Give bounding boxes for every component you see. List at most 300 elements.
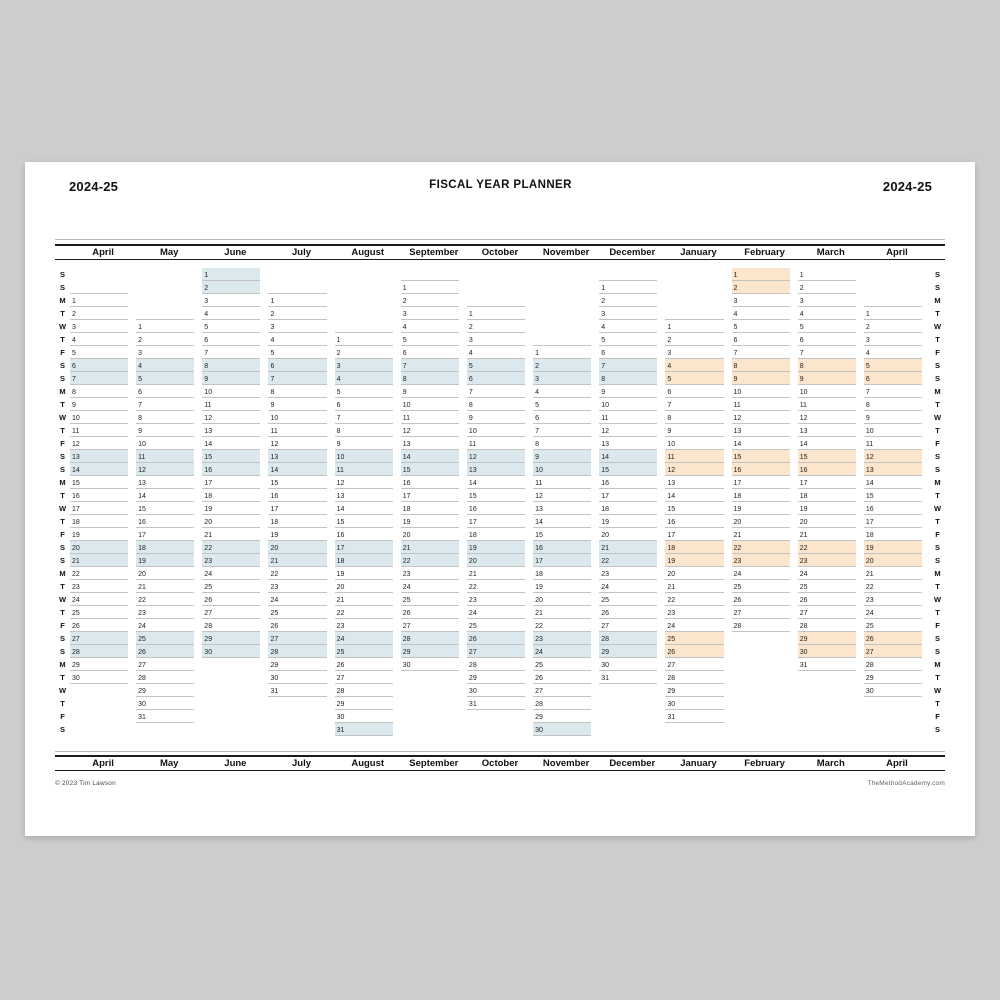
- date-cell: [268, 671, 326, 684]
- date-number: 17: [601, 493, 610, 500]
- date-number: 5: [204, 324, 209, 331]
- date-cell: [864, 502, 922, 515]
- date-cell: [732, 398, 790, 411]
- date-cell: [401, 489, 459, 502]
- date-number: 30: [535, 727, 543, 734]
- date-number: 30: [799, 649, 808, 656]
- empty-cell: [864, 723, 922, 736]
- date-cell: [70, 515, 128, 528]
- date-number: 6: [138, 389, 143, 396]
- day-letter-left: S: [59, 283, 65, 292]
- empty-cell: [599, 710, 657, 723]
- date-number: 16: [865, 506, 874, 513]
- date-number: 8: [799, 363, 804, 370]
- date-cell: [533, 658, 591, 671]
- date-cell: [202, 437, 260, 450]
- empty-cell: [467, 268, 525, 281]
- date-number: 15: [138, 506, 146, 513]
- date-cell: [798, 398, 856, 411]
- date-cell: [335, 333, 393, 346]
- date-cell: [70, 385, 128, 398]
- date-number: 25: [402, 597, 411, 604]
- date-number: 27: [799, 610, 808, 617]
- date-cell: [599, 502, 657, 515]
- date-number: 8: [733, 363, 738, 370]
- empty-cell: [732, 697, 790, 710]
- date-number: 11: [535, 480, 543, 487]
- date-cell: [335, 398, 393, 411]
- date-cell: [136, 359, 194, 372]
- month-label-july: July: [292, 247, 312, 258]
- date-number: 6: [402, 350, 407, 357]
- date-cell: [599, 619, 657, 632]
- lead-line-cell: [70, 281, 128, 294]
- date-number: 8: [336, 428, 341, 435]
- date-number: 28: [799, 623, 808, 630]
- date-number: 20: [72, 545, 80, 552]
- day-letter-right: S: [934, 283, 940, 292]
- date-cell: [798, 450, 856, 463]
- date-number: 7: [72, 376, 76, 383]
- date-number: 25: [336, 649, 345, 656]
- date-number: 12: [799, 415, 808, 422]
- date-cell: [665, 385, 723, 398]
- date-number: 23: [138, 610, 146, 617]
- date-number: 12: [402, 428, 411, 435]
- date-number: 31: [799, 662, 808, 669]
- date-number: 21: [865, 571, 874, 578]
- date-cell: [533, 606, 591, 619]
- date-cell: [401, 606, 459, 619]
- date-cell: [533, 437, 591, 450]
- day-letter-right: S: [934, 647, 940, 656]
- date-number: 23: [535, 636, 543, 643]
- date-number: 20: [138, 571, 146, 578]
- date-number: 11: [667, 454, 675, 461]
- empty-cell: [268, 268, 326, 281]
- date-cell: [665, 567, 723, 580]
- empty-cell: [864, 710, 922, 723]
- day-letter-left: M: [59, 569, 66, 578]
- date-number: 9: [733, 376, 738, 383]
- date-number: 20: [535, 597, 543, 604]
- day-letter-left: W: [58, 322, 67, 331]
- date-number: 23: [336, 623, 345, 630]
- date-number: 1: [468, 311, 473, 318]
- date-cell: [268, 554, 326, 567]
- date-cell: [864, 385, 922, 398]
- date-number: 20: [336, 584, 345, 591]
- date-cell: [732, 593, 790, 606]
- date-cell: [599, 593, 657, 606]
- date-cell: [599, 450, 657, 463]
- date-cell: [70, 645, 128, 658]
- day-letter-right: F: [935, 530, 940, 539]
- date-cell: [268, 359, 326, 372]
- date-cell: [864, 632, 922, 645]
- date-cell: [136, 645, 194, 658]
- day-letter-right: T: [935, 491, 940, 500]
- date-cell: [665, 320, 723, 333]
- day-letter-right: W: [933, 595, 942, 604]
- date-cell: [665, 580, 723, 593]
- date-cell: [732, 606, 790, 619]
- empty-cell: [70, 710, 128, 723]
- fiscal-year-right: 2024-25: [882, 179, 932, 194]
- date-cell: [335, 489, 393, 502]
- date-number: 10: [799, 389, 808, 396]
- date-cell: [70, 632, 128, 645]
- date-cell: [401, 320, 459, 333]
- date-cell: [599, 437, 657, 450]
- month-label-may: May: [159, 247, 179, 258]
- date-cell: [202, 398, 260, 411]
- empty-cell: [798, 710, 856, 723]
- date-cell: [401, 294, 459, 307]
- date-number: 31: [667, 714, 676, 721]
- date-number: 20: [733, 519, 742, 526]
- date-number: 23: [72, 584, 80, 591]
- date-number: 31: [270, 688, 279, 695]
- date-cell: [467, 606, 525, 619]
- date-cell: [533, 385, 591, 398]
- date-number: 26: [865, 636, 874, 643]
- day-letter-left: M: [59, 660, 66, 669]
- date-number: 24: [402, 584, 411, 591]
- month-label-august: August: [351, 758, 385, 769]
- empty-cell: [798, 671, 856, 684]
- date-cell: [798, 502, 856, 515]
- date-number: 13: [138, 480, 146, 487]
- empty-cell: [732, 658, 790, 671]
- date-number: 29: [204, 636, 213, 643]
- day-letter-left: M: [59, 478, 66, 487]
- date-number: 27: [204, 610, 213, 617]
- day-letter-left: T: [60, 699, 65, 708]
- date-number: 6: [468, 376, 473, 383]
- date-number: 19: [468, 545, 477, 552]
- date-cell: [335, 567, 393, 580]
- date-number: 3: [468, 337, 473, 344]
- date-cell: [599, 489, 657, 502]
- date-cell: [136, 411, 194, 424]
- date-number: 11: [204, 402, 212, 409]
- date-number: 24: [468, 610, 477, 617]
- date-number: 5: [865, 363, 870, 370]
- month-label-april-2: April: [886, 247, 908, 258]
- date-cell: [864, 437, 922, 450]
- date-cell: [864, 398, 922, 411]
- empty-cell: [335, 294, 393, 307]
- date-cell: [798, 346, 856, 359]
- date-number: 7: [270, 376, 275, 383]
- empty-cell: [533, 281, 591, 294]
- empty-cell: [665, 723, 723, 736]
- lead-line-cell: [665, 307, 723, 320]
- date-cell: [732, 541, 790, 554]
- date-cell: [467, 333, 525, 346]
- date-cell: [599, 411, 657, 424]
- date-cell: [70, 372, 128, 385]
- date-cell: [665, 476, 723, 489]
- date-cell: [136, 333, 194, 346]
- date-cell: [732, 281, 790, 294]
- date-number: 28: [138, 675, 146, 682]
- date-cell: [401, 437, 459, 450]
- date-cell: [533, 424, 591, 437]
- date-number: 26: [204, 597, 213, 604]
- date-number: 14: [468, 480, 477, 487]
- date-number: 30: [336, 714, 345, 721]
- date-number: 13: [601, 441, 610, 448]
- date-cell: [864, 463, 922, 476]
- date-number: 13: [204, 428, 213, 435]
- date-number: 14: [402, 454, 411, 461]
- date-cell: [335, 658, 393, 671]
- date-number: 5: [733, 324, 738, 331]
- date-cell: [798, 489, 856, 502]
- empty-cell: [70, 684, 128, 697]
- date-cell: [70, 528, 128, 541]
- day-letter-right: S: [934, 374, 940, 383]
- date-cell: [202, 281, 260, 294]
- date-cell: [136, 385, 194, 398]
- date-number: 25: [733, 584, 742, 591]
- date-cell: [202, 489, 260, 502]
- date-cell: [202, 619, 260, 632]
- empty-cell: [70, 723, 128, 736]
- date-number: 5: [667, 376, 672, 383]
- date-number: 30: [468, 688, 477, 695]
- day-letter-left: M: [59, 296, 66, 305]
- date-number: 29: [336, 701, 345, 708]
- date-number: 15: [601, 467, 610, 474]
- date-cell: [335, 593, 393, 606]
- top-gray-rule: [55, 239, 945, 240]
- date-cell: [798, 281, 856, 294]
- month-label-january: January: [680, 758, 717, 769]
- date-number: 2: [270, 311, 275, 318]
- date-cell: [401, 411, 459, 424]
- date-number: 4: [270, 337, 275, 344]
- date-cell: [467, 411, 525, 424]
- date-number: 9: [865, 415, 870, 422]
- date-cell: [268, 333, 326, 346]
- date-cell: [467, 515, 525, 528]
- date-cell: [864, 671, 922, 684]
- date-cell: [599, 320, 657, 333]
- date-number: 13: [799, 428, 808, 435]
- header-corner-spacer: [930, 246, 945, 259]
- date-number: 9: [270, 402, 275, 409]
- date-cell: [268, 320, 326, 333]
- date-cell: [335, 710, 393, 723]
- date-number: 16: [799, 467, 808, 474]
- date-number: 2: [865, 324, 870, 331]
- date-number: 17: [72, 506, 80, 513]
- day-letter-right: S: [934, 725, 940, 734]
- calendar-grid: [55, 268, 945, 736]
- date-number: 13: [72, 454, 80, 461]
- date-number: 17: [667, 532, 676, 539]
- month-label-july: July: [292, 758, 312, 769]
- date-number: 26: [535, 675, 543, 682]
- date-cell: [70, 541, 128, 554]
- date-number: 27: [72, 636, 80, 643]
- date-cell: [665, 437, 723, 450]
- date-cell: [599, 515, 657, 528]
- day-letter-right: M: [934, 478, 941, 487]
- date-cell: [268, 580, 326, 593]
- date-cell: [268, 567, 326, 580]
- date-cell: [599, 541, 657, 554]
- date-cell: [533, 502, 591, 515]
- date-cell: [136, 632, 194, 645]
- date-number: 2: [535, 363, 539, 370]
- date-cell: [70, 437, 128, 450]
- empty-cell: [798, 697, 856, 710]
- empty-cell: [401, 684, 459, 697]
- empty-cell: [401, 723, 459, 736]
- empty-cell: [136, 268, 194, 281]
- date-number: 18: [72, 519, 80, 526]
- date-number: 25: [270, 610, 279, 617]
- date-cell: [335, 359, 393, 372]
- day-letter-left: T: [60, 517, 65, 526]
- date-number: 12: [468, 454, 477, 461]
- date-number: 8: [402, 376, 407, 383]
- date-number: 25: [601, 597, 610, 604]
- date-number: 24: [865, 610, 874, 617]
- date-number: 22: [799, 545, 808, 552]
- date-cell: [864, 372, 922, 385]
- date-number: 5: [138, 376, 143, 383]
- month-label-february: February: [744, 758, 785, 769]
- empty-cell: [335, 268, 393, 281]
- date-cell: [401, 385, 459, 398]
- date-cell: [268, 593, 326, 606]
- day-letter-left: T: [60, 608, 65, 617]
- month-label-october: October: [481, 247, 519, 258]
- date-number: 9: [799, 376, 804, 383]
- date-cell: [136, 502, 194, 515]
- date-cell: [467, 658, 525, 671]
- date-cell: [798, 606, 856, 619]
- date-number: 13: [402, 441, 411, 448]
- date-number: 22: [72, 571, 80, 578]
- date-number: 23: [402, 571, 411, 578]
- date-number: 29: [270, 662, 279, 669]
- day-letter-left: S: [59, 725, 65, 734]
- date-number: 2: [138, 337, 143, 344]
- date-number: 26: [402, 610, 411, 617]
- date-cell: [335, 437, 393, 450]
- empty-cell: [268, 697, 326, 710]
- date-number: 17: [799, 480, 808, 487]
- date-cell: [665, 372, 723, 385]
- date-number: 31: [601, 675, 610, 682]
- date-cell: [467, 580, 525, 593]
- date-cell: [533, 541, 591, 554]
- date-number: 12: [336, 480, 345, 487]
- date-number: 11: [799, 402, 807, 409]
- date-cell: [467, 346, 525, 359]
- date-cell: [599, 424, 657, 437]
- date-cell: [70, 580, 128, 593]
- date-number: 4: [733, 311, 738, 318]
- date-number: 8: [667, 415, 672, 422]
- date-cell: [599, 372, 657, 385]
- day-letter-right: T: [935, 400, 940, 409]
- empty-cell: [665, 268, 723, 281]
- date-cell: [401, 632, 459, 645]
- date-cell: [401, 645, 459, 658]
- date-cell: [268, 658, 326, 671]
- date-number: 27: [667, 662, 676, 669]
- date-cell: [665, 398, 723, 411]
- month-label-september: September: [409, 247, 459, 258]
- date-number: 24: [667, 623, 676, 630]
- date-number: 23: [799, 558, 808, 565]
- date-cell: [401, 593, 459, 606]
- date-number: 2: [468, 324, 473, 331]
- date-cell: [335, 671, 393, 684]
- date-cell: [70, 450, 128, 463]
- date-cell: [268, 528, 326, 541]
- date-cell: [533, 515, 591, 528]
- date-cell: [599, 463, 657, 476]
- date-cell: [864, 359, 922, 372]
- date-cell: [732, 411, 790, 424]
- date-number: 8: [204, 363, 209, 370]
- date-number: 13: [336, 493, 345, 500]
- date-cell: [401, 619, 459, 632]
- date-number: 26: [468, 636, 477, 643]
- empty-cell: [136, 281, 194, 294]
- date-number: 3: [535, 376, 539, 383]
- date-number: 14: [601, 454, 610, 461]
- empty-cell: [864, 697, 922, 710]
- date-cell: [401, 450, 459, 463]
- empty-cell: [467, 281, 525, 294]
- date-cell: [335, 554, 393, 567]
- date-number: 30: [204, 649, 213, 656]
- date-number: 8: [468, 402, 473, 409]
- date-number: 15: [270, 480, 279, 487]
- day-letter-right: S: [934, 543, 940, 552]
- date-cell: [798, 437, 856, 450]
- date-cell: [798, 619, 856, 632]
- empty-cell: [533, 294, 591, 307]
- date-cell: [798, 424, 856, 437]
- date-number: 11: [865, 441, 874, 448]
- date-number: 7: [402, 363, 407, 370]
- date-cell: [401, 567, 459, 580]
- date-cell: [665, 515, 723, 528]
- date-cell: [467, 671, 525, 684]
- date-cell: [401, 463, 459, 476]
- date-cell: [665, 632, 723, 645]
- date-cell: [70, 320, 128, 333]
- date-cell: [665, 424, 723, 437]
- empty-cell: [798, 684, 856, 697]
- empty-cell: [202, 671, 260, 684]
- date-number: 25: [138, 636, 146, 643]
- date-number: 28: [336, 688, 345, 695]
- date-number: 29: [468, 675, 477, 682]
- date-cell: [665, 411, 723, 424]
- date-cell: [732, 333, 790, 346]
